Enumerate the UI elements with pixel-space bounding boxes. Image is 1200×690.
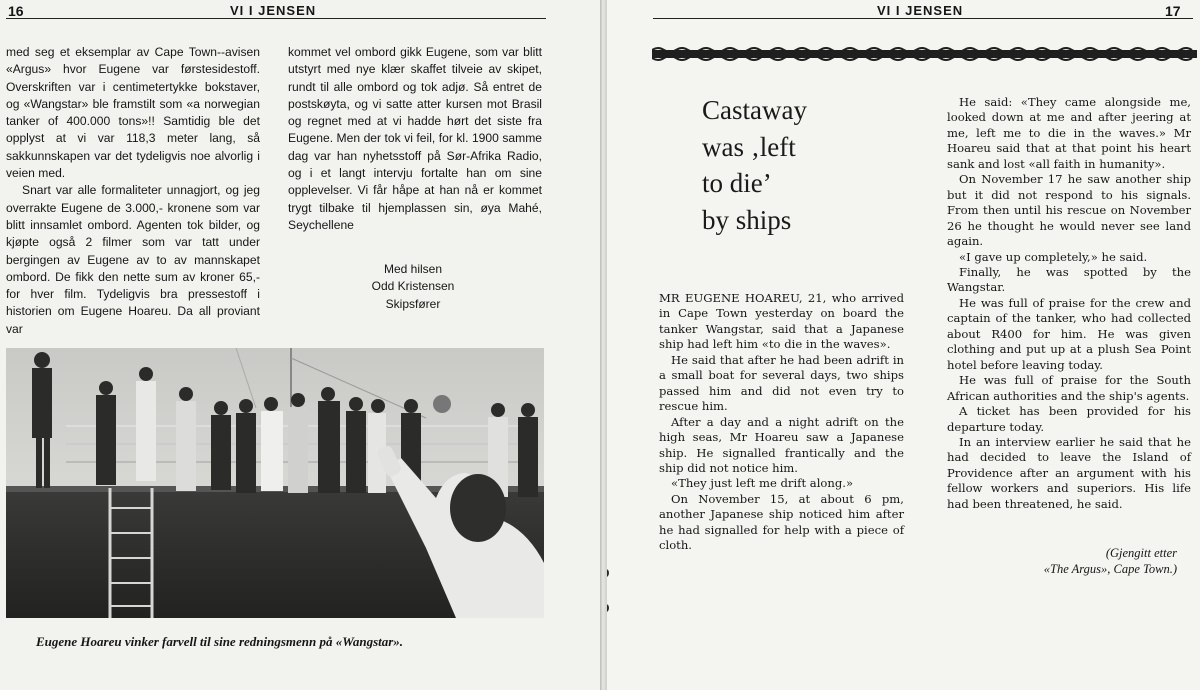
paragraph: kommet vel ombord gikk Eugene, som var blitt utstyrt med nye klær skaffet tilveie av skipet, rundt til alle ombord og tok adjø. Så entret de postskøyta, og vi satte atter kursen mot Brasil og regnet med at vi hadde hørt det siste fra Eugene. Men der tok vi feil, for kl. 1900 samme dag var han nyhetsstoff på Sør-Afrika Radio, og i et langt intervju fortalte han om sine opplevelser. Vi får håpe at han nå er kommet trygt tilbake til hjemplassen sin, øya Mahé, Seychellene [288,45,542,232]
paragraph: In an interview earlier he said that he had decided to leave the Island of Providence after an argument with his fellow workers and superiors. His life had been threatened, he said. [947,434,1191,511]
signoff-name: Odd Kristensen [371,279,455,294]
signoff [290,261,536,313]
header-rule-right [653,18,1193,19]
headline-line: by ships [702,204,792,235]
signoff-greeting: Med hilsen [383,262,443,276]
headline-line: was ‚left [702,131,796,162]
left-column-2 [288,44,542,234]
paragraph: After a day and a night adrift on the high seas, Mr Hoareu saw a Japanese ship. He signalled frantically and the ship did not notice him. [659,414,904,475]
paragraph: «I gave up completely,» he said. [959,249,1148,264]
credit-line: «The Argus», Cape Town.) [1043,561,1177,576]
source-credit [947,546,1177,577]
paragraph: He was full of praise for the South African authorities and the ship's agents. [947,373,1191,403]
decorative-rule [652,44,1197,64]
header-rule-left [6,18,546,19]
paragraph: MR EUGENE HOAREU, 21, who arrived in Cape Town yesterday on board the tanker Wangstar, said that a Japanese ship had left him «to die in the waves». [659,291,904,352]
signoff-role: Skipsfører [385,296,441,311]
photo-caption: Eugene Hoareu vinker farvell til sine redningsmenn på «Wangstar». [36,634,404,649]
article-headline [702,92,807,238]
book-gutter [600,0,607,690]
paragraph: A ticket has been provided for his departure today. [947,404,1191,434]
paragraph: He was full of praise for the crew and captain of the tanker, who had collected about R400 for him. He was given clothing and put up at a plush Sea Point hotel before leaving today. [947,295,1191,372]
article-column-2 [947,95,1191,512]
paragraph: Finally, he was spotted by the Wangstar. [947,264,1191,295]
right-page [607,0,1200,690]
left-column-1 [6,44,260,338]
page-number-left: 16 [8,3,24,19]
paragraph: He said: «They came alongside me, looked down at me and after jeering at me, left me to die in the waves.» Mr Hoareu said that at that point his heart sank and lost «all faith in humanity». [947,95,1191,171]
paragraph: Snart var alle formaliteter unnagjort, og jeg overrakte Eugene de 3.000,- kronene som var blitt innsamlet ombord. Agenten tok bilder, og kjøpte også 2 filmer som var tatt under bergingen av Eugene av to av mannskapet ombord. De fikk den nette sum av kroner 65,- for hver film. Tydeligvis bra pressestoff i historien om Eugene Hoareu. Da all proviant var [6,183,260,336]
headline-line: to die’ [702,168,772,198]
header-title-right: VI I JENSEN [877,3,964,18]
staple-mark [607,604,609,612]
deck-photo [6,348,544,618]
paragraph: On November 17 he saw another ship but it did not respond to his signals. From then until his rescue on November 26 he thought he would never see land again. [947,172,1191,249]
paragraph: He said that after he had been adrift in a small boat for several days, two ships passed him and did not even try to rescue him. [659,352,904,414]
paragraph: med seg et eksemplar av Cape Town--avisen «Argus» hvor Eugene var førstesidestoff. Overskriften var i centimetertykke bokstaver, og «Wangstar» ble framstilt som «a norwegian tanker of 400.000 tons»!! Samtidig ble det opplyst at vi var 118,3 meter lang, så sakkunnskapen var det tydeligvis noe alvorlig i veien med. [6,45,260,181]
staple-mark [607,569,609,577]
headline-line: Castaway [702,95,807,125]
page-number-right: 17 [1165,3,1181,19]
article-column-1 [659,291,904,554]
credit-line: (Gjengitt etter [1105,546,1177,560]
paragraph: «They just left me drift along.» [671,476,854,491]
paragraph: On November 15, at about 6 pm, another Japanese ship noticed him after he had signalled for help with a piece of cloth. [659,491,904,553]
header-title-left: VI I JENSEN [230,3,317,18]
ship-deck-photo-image [6,348,544,618]
